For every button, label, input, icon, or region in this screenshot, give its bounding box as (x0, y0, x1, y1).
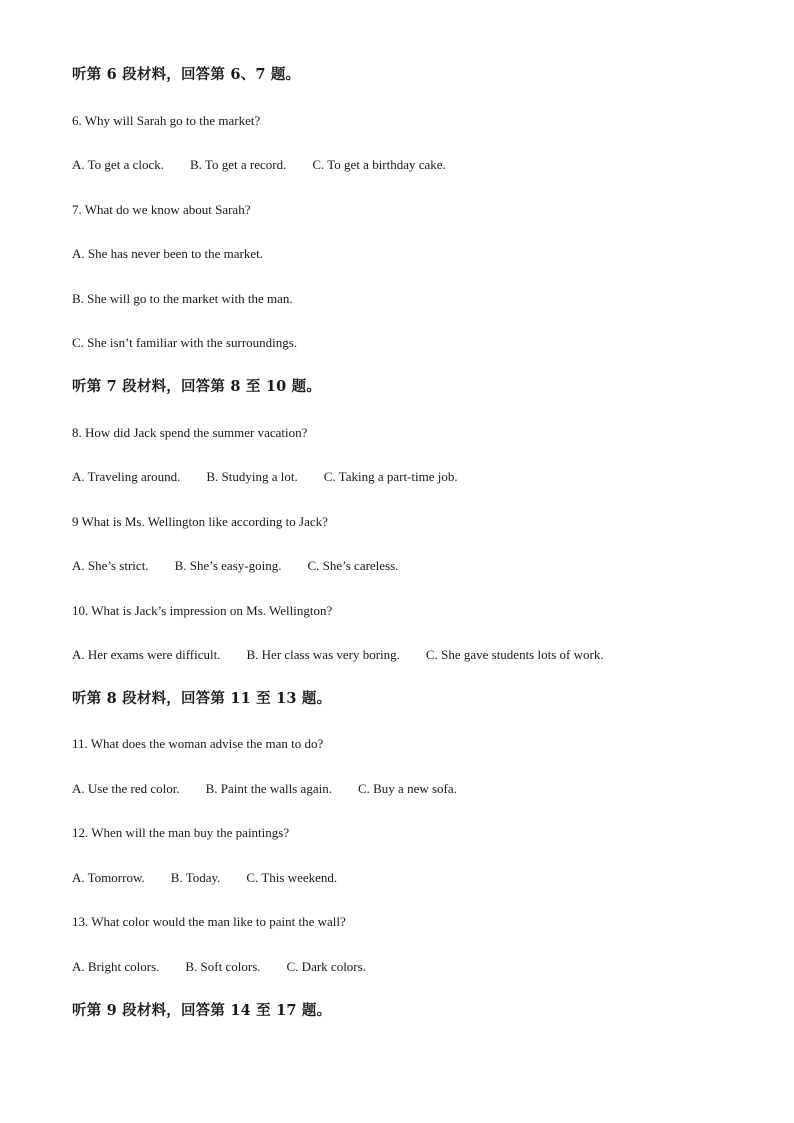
answer-options (72, 468, 458, 486)
option-b: B. She’s easy-going. (174, 558, 282, 573)
option-c: C. She isn’t familiar with the surroundings. (72, 335, 298, 350)
option-b: B. Studying a lot. (206, 469, 298, 484)
option-c: C. She’s careless. (307, 558, 399, 573)
question-stem: 9 What is Ms. Wellington like according to Jack? (72, 514, 328, 529)
option-a: A. Use the red color. (72, 781, 180, 796)
answer-options (72, 780, 457, 798)
option-a: A. Traveling around. (72, 469, 181, 484)
option-c: C. She gave students lots of work. (425, 647, 604, 662)
option-a: A. To get a clock. (72, 157, 164, 172)
answer-options (72, 958, 366, 976)
option-a: A. She has never been to the market. (72, 246, 263, 261)
option-a: A. Her exams were difficult. (72, 647, 221, 662)
question-stem: 7. What do we know about Sarah? (72, 202, 251, 217)
answer-options (72, 869, 337, 887)
option-b: B. Today. (170, 870, 221, 885)
option-b: B. Paint the walls again. (205, 781, 332, 796)
option-c: C. To get a birthday cake. (312, 157, 446, 172)
section-heading: 听第 9 段材料，回答第 14 至 17 题。 (72, 1002, 332, 1019)
option-b: B. Her class was very boring. (246, 647, 400, 662)
option-c: C. Dark colors. (286, 959, 366, 974)
section-heading: 听第 8 段材料，回答第 11 至 13 题。 (72, 690, 332, 707)
question-stem: 6. Why will Sarah go to the market? (72, 113, 261, 128)
option-a: A. Tomorrow. (72, 870, 145, 885)
option-b: B. Soft colors. (185, 959, 261, 974)
answer-options (72, 156, 446, 174)
option-b: B. She will go to the market with the man. (72, 291, 293, 306)
option-c: C. Buy a new sofa. (357, 781, 457, 796)
section-heading: 听第 6 段材料，回答第 6、7 题。 (72, 66, 301, 83)
answer-options (72, 557, 398, 575)
option-a: A. She’s strict. (72, 558, 149, 573)
option-c: C. Taking a part-time job. (323, 469, 458, 484)
question-stem: 10. What is Jack’s impression on Ms. Wellington? (72, 603, 333, 618)
option-a: A. Bright colors. (72, 959, 160, 974)
question-stem: 8. How did Jack spend the summer vacation? (72, 425, 308, 440)
question-stem: 11. What does the woman advise the man to do? (72, 736, 324, 751)
section-heading: 听第 7 段材料，回答第 8 至 10 题。 (72, 378, 322, 395)
question-stem: 13. What color would the man like to paint the wall? (72, 914, 346, 929)
option-b: B. To get a record. (190, 157, 287, 172)
answer-options (72, 646, 604, 664)
question-stem: 12. When will the man buy the paintings? (72, 825, 290, 840)
option-c: C. This weekend. (246, 870, 338, 885)
